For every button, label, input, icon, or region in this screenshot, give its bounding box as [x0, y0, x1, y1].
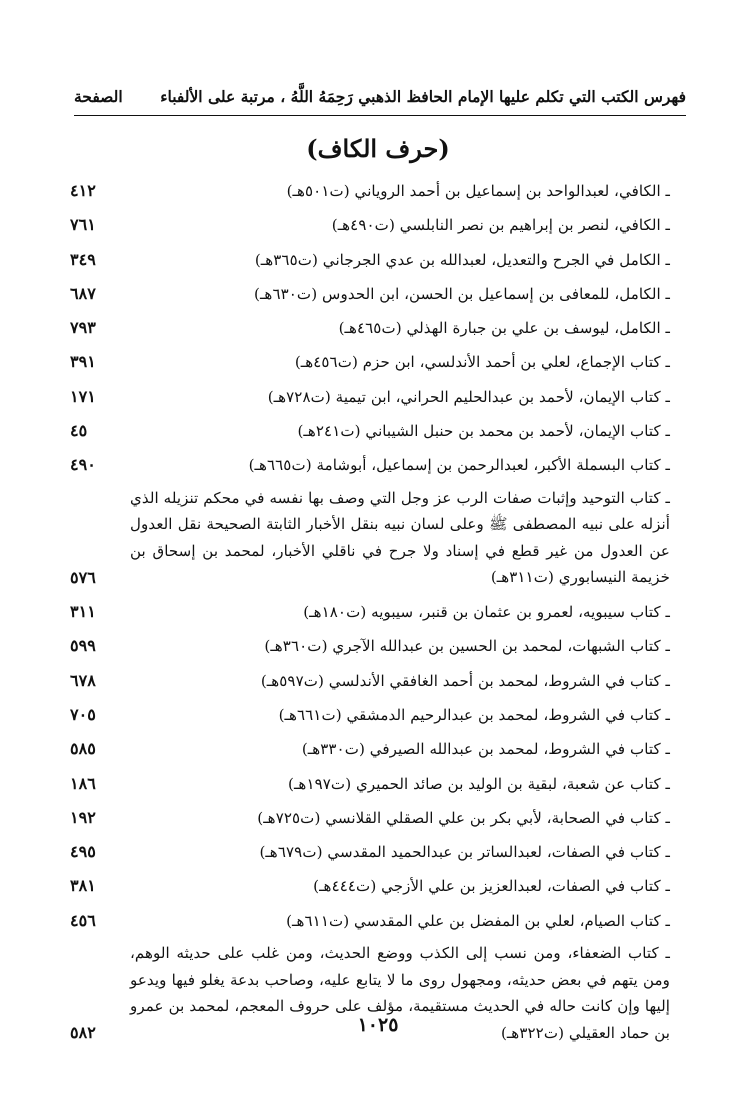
section-title: (حرف الكاف)	[306, 134, 450, 163]
entry-text: ـ الكافي، لعبدالواحد بن إسماعيل بن أحمد الروياني (ت٥٠١هـ)	[286, 182, 670, 200]
entry-page-number: ١٧١	[70, 386, 96, 406]
index-entry	[70, 345, 670, 379]
index-entry	[70, 595, 670, 629]
entry-text: ـ كتاب التوحيد وإثبات صفات الرب عز وجل التي وصف بها نفسه في محكم تنزيله الذي أنزله على نبيه المصطفى ﷺ وعلى لسان نبيه بنقل الأخبار الثابتة الصحيحة نقل العدول عن العدول من غير قطع في إسناد ولا جرح في ناقلي الأخبار، لمحمد بن إسحاق بن خزيمة النيسابوري (ت٣١١هـ)	[130, 488, 670, 587]
index-entry	[70, 174, 670, 208]
entry-page-number: ٣٨١	[70, 876, 96, 896]
entry-page-number: ٧٠٥	[70, 704, 96, 724]
entry-text: ـ الكافي، لنصر بن إبراهيم بن نصر النابلسي (ت٤٩٠هـ)	[331, 216, 670, 235]
index-entry	[70, 698, 670, 732]
entry-text: ـ الكامل، ليوسف بن علي بن جبارة الهذلي (ت٤٦٥هـ)	[338, 319, 670, 338]
entry-text: ـ كتاب الصيام، لعلي بن المفضل بن علي المقدسي (ت٦١١هـ)	[286, 911, 670, 930]
entry-text: ـ كتاب في الشروط، لمحمد بن عبدالله الصيرفي (ت٣٣٠هـ)	[301, 740, 670, 759]
header-page-column-label: الصفحة	[74, 86, 123, 106]
entry-page-number: ٣١١	[70, 602, 96, 622]
index-entry	[70, 448, 670, 482]
entry-text: ـ كتاب البسملة الأكبر، لعبدالرحمن بن إسماعيل، أبوشامة (ت٦٦٥هـ)	[248, 456, 670, 475]
entry-text: ـ كتاب في الشروط، لمحمد بن أحمد الغافقي الأندلسي (ت٥٩٧هـ)	[260, 671, 670, 690]
index-entry	[70, 664, 670, 698]
entry-page-number: ٧٩٣	[70, 318, 96, 338]
entry-text: ـ كتاب عن شعبة، لبقية بن الوليد بن صائد الحميري (ت١٩٧هـ)	[288, 774, 670, 793]
entry-page-number: ٥٧٦	[70, 567, 96, 587]
entry-page-number: ٤٩٠	[70, 455, 96, 475]
index-entry	[70, 629, 670, 663]
index-entry	[70, 414, 670, 448]
index-entry	[70, 277, 670, 311]
entry-text: ـ كتاب سيبويه، لعمرو بن عثمان بن قنبر، سيبويه (ت١٨٠هـ)	[303, 603, 670, 622]
entry-page-number: ٤١٢	[70, 181, 96, 200]
index-entry	[70, 767, 670, 801]
index-entry	[70, 801, 670, 835]
entry-text: ـ كتاب في الصفات، لعبدالعزيز بن علي الأزجي (ت٤٤٤هـ)	[313, 877, 670, 896]
entry-page-number: ٧٦١	[70, 215, 96, 235]
entry-page-number: ٤٩٥	[70, 842, 96, 862]
running-header	[74, 78, 686, 114]
entry-page-number: ٥٨٥	[70, 739, 96, 759]
entry-page-number: ٥٩٩	[70, 636, 96, 656]
index-entry	[70, 311, 670, 345]
entry-page-number: ١٨٦	[70, 773, 96, 793]
entry-page-number: ٥٨٢	[70, 1023, 96, 1043]
entry-page-number: ٤٥٦	[70, 910, 96, 930]
entry-text: ـ كتاب الضعفاء، ومن نسب إلى الكذب ووضع الحديث، ومن غلب على حديثه الوهم، ومن يتهم في بعض حديثه، ومجهول روى ما لا يتابع عليه، وصاحب بدعة يغلو فيها ويدعو إليها وإن كانت حاله في الحديث مستقيمة، مؤلف على حروف المعجم، لمحمد بن عمرو بن حماد العقيلي (ت٣٢٢هـ)	[130, 944, 670, 1042]
entry-page-number: ١٩٢	[70, 807, 96, 827]
entry-text: ـ كتاب في الصفات، لعبدالساتر بن عبدالحميد المقدسي (ت٦٧٩هـ)	[259, 843, 670, 862]
entry-text: ـ كتاب في الصحابة، لأبي بكر بن علي الصقلي القلانسي (ت٧٢٥هـ)	[257, 808, 670, 827]
index-entry	[70, 732, 670, 766]
entry-text: ـ كتاب الإيمان، لأحمد بن عبدالحليم الحراني، ابن تيمية (ت٧٢٨هـ)	[267, 387, 670, 406]
index-entry	[70, 208, 670, 242]
page-number: ١٠٢٥	[357, 1014, 399, 1036]
index-entry	[70, 483, 670, 595]
header-rule	[74, 115, 686, 116]
entry-text: ـ كتاب الشبهات، لمحمد بن الحسين بن عبدالله الآجري (ت٣٦٠هـ)	[264, 637, 670, 656]
index-entry	[70, 904, 670, 938]
entry-page-number: ٦٨٧	[70, 283, 96, 303]
index-entry	[70, 243, 670, 277]
header-title: فهرس الكتب التي تكلم عليها الإمام الحافظ الذهبي رَحِمَهُ اللَّهُ ، مرتبة على الألفباء	[160, 86, 686, 106]
entry-page-number: ٦٧٨	[70, 670, 96, 690]
entry-text: ـ كتاب الإيمان، لأحمد بن محمد بن حنبل الشيباني (ت٢٤١هـ)	[297, 422, 670, 441]
entry-page-number: ٤٥	[70, 421, 88, 441]
entry-text: ـ كتاب الإجماع، لعلي بن أحمد الأندلسي، ابن حزم (ت٤٥٦هـ)	[294, 353, 670, 372]
entry-page-number: ٣٩١	[70, 352, 96, 372]
entry-text: ـ كتاب في الشروط، لمحمد بن عبدالرحيم الدمشقي (ت٦٦١هـ)	[278, 705, 670, 724]
entry-page-number: ٣٤٩	[70, 249, 96, 269]
entry-text: ـ الكامل، للمعافى بن إسماعيل بن الحسن، ابن الحدوس (ت٦٣٠هـ)	[254, 284, 670, 303]
index-entry	[70, 869, 670, 903]
index-entries	[70, 174, 670, 1050]
entry-text: ـ الكامل في الجرح والتعديل، لعبدالله بن عدي الجرجاني (ت٣٦٥هـ)	[254, 250, 670, 269]
index-entry	[70, 835, 670, 869]
index-entry	[70, 380, 670, 414]
